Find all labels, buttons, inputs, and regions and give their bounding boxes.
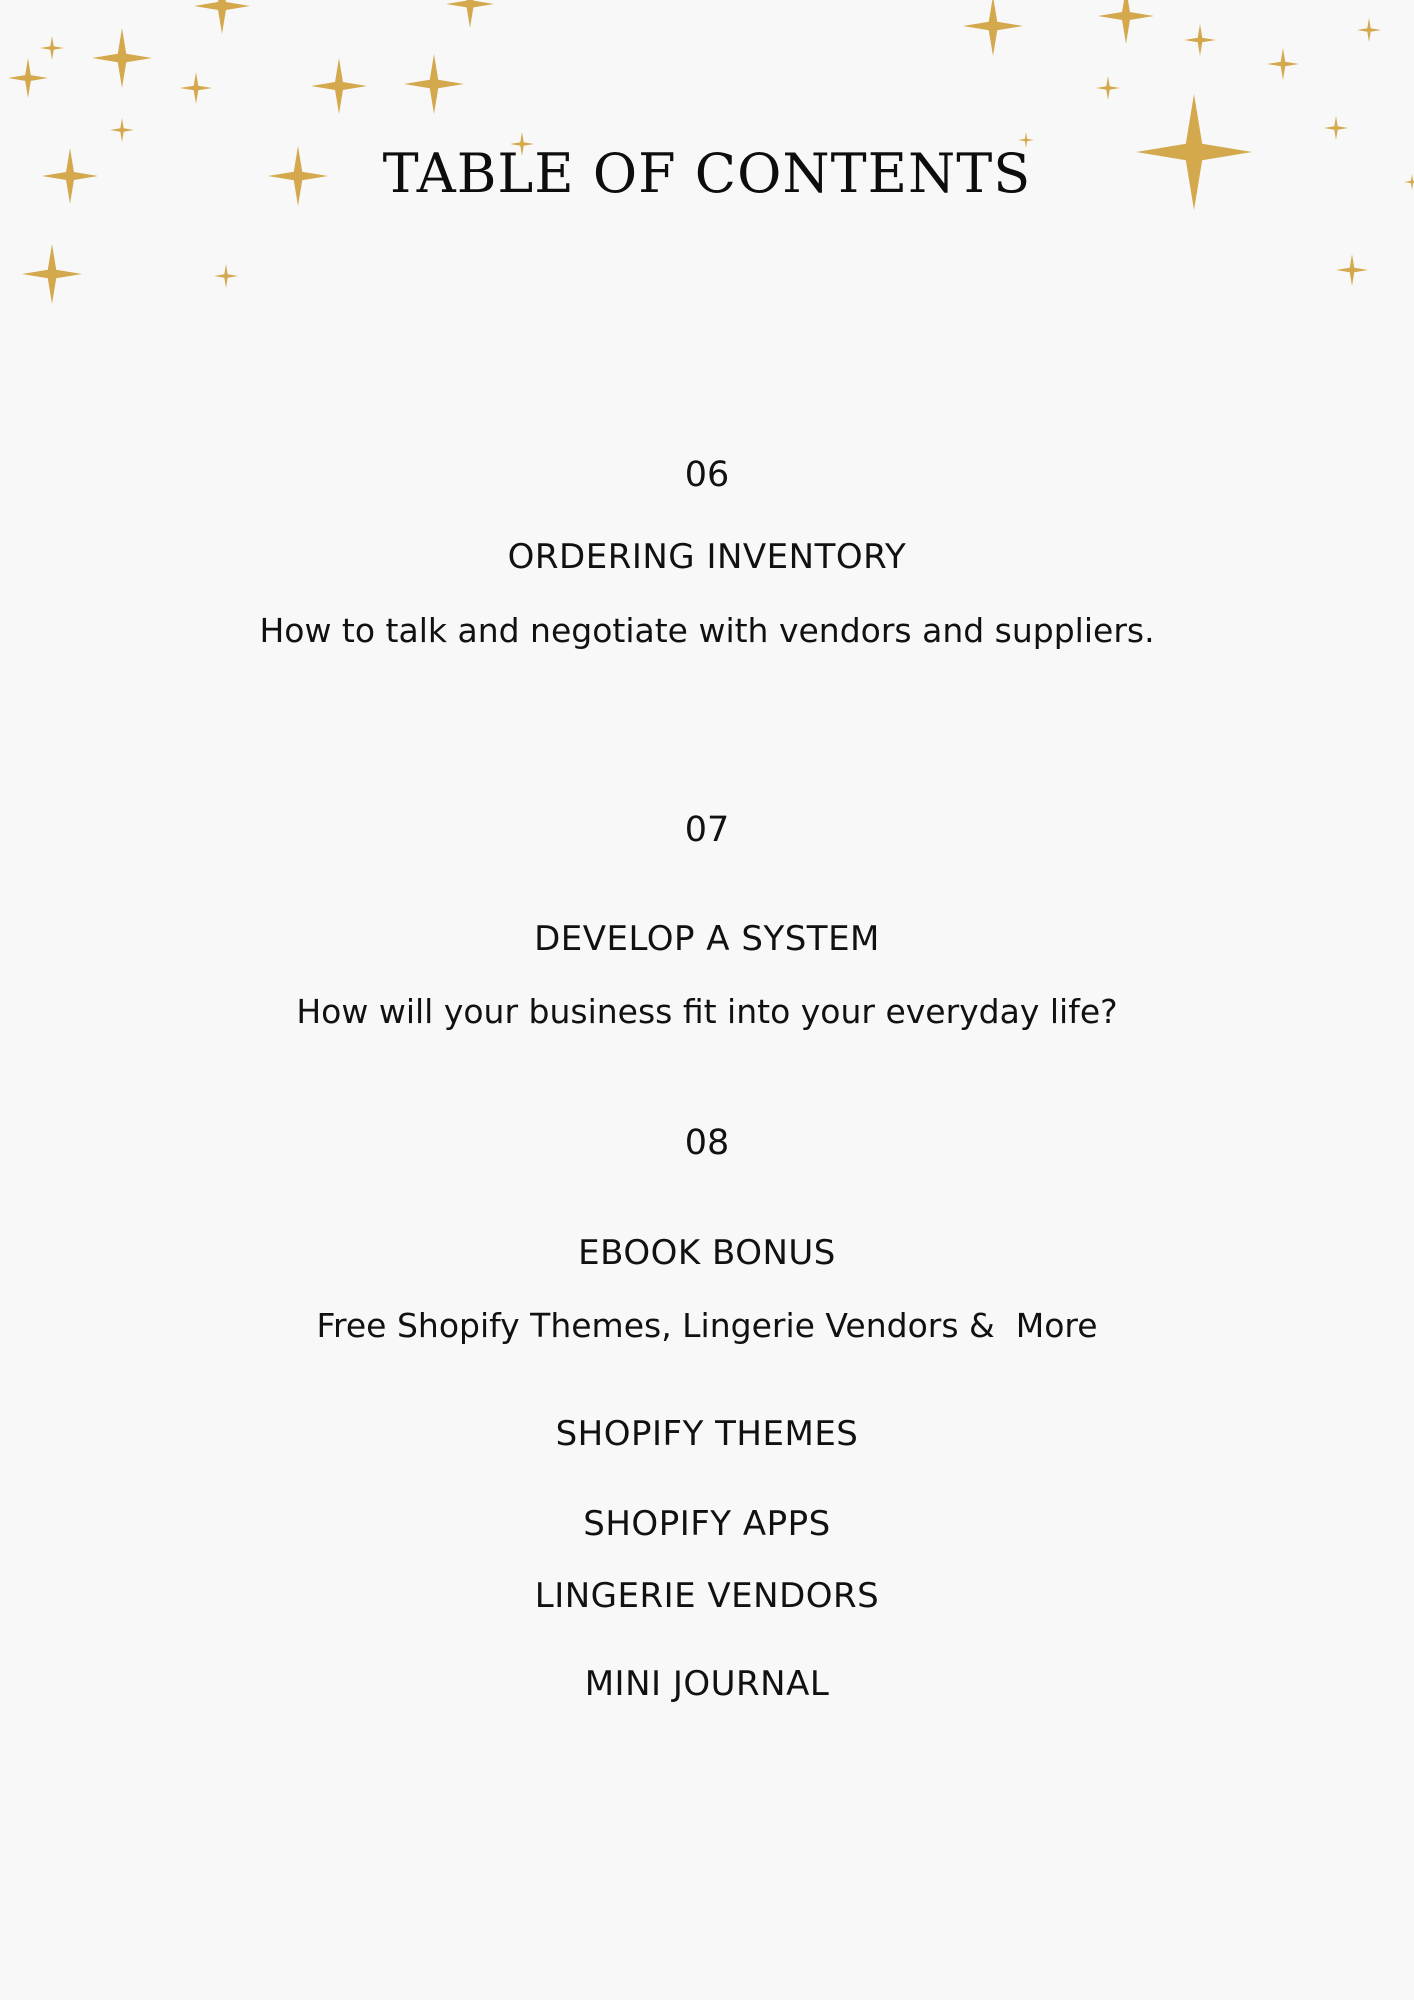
sparkle-star-icon [1336, 254, 1368, 286]
section-description: Free Shopify Themes, Lingerie Vendors & More [316, 1306, 1098, 1345]
section-number: 06 [684, 455, 730, 495]
sparkle-star-icon [1098, 0, 1154, 44]
sparkle-star-icon [22, 244, 82, 304]
bonus-item-shopify-themes: SHOPIFY THEMES [555, 1414, 859, 1454]
sparkle-star-icon [1324, 116, 1348, 140]
section-number: 08 [684, 1123, 730, 1163]
sparkle-star-icon [214, 264, 238, 288]
sparkle-star-icon [1267, 48, 1299, 80]
sparkle-star-icon [1096, 76, 1120, 100]
sparkle-star-icon [404, 54, 464, 114]
page-title: TABLE OF CONTENTS [382, 142, 1032, 205]
sparkle-star-icon [963, 0, 1023, 56]
sparkle-star-icon [92, 28, 152, 88]
bonus-item-mini-journal: MINI JOURNAL [584, 1664, 830, 1704]
section-heading: EBOOK BONUS [578, 1233, 836, 1273]
sparkle-star-icon [1357, 18, 1381, 42]
section-description: How to talk and negotiate with vendors and suppliers. [259, 611, 1155, 650]
sparkle-star-icon [194, 0, 250, 34]
sparkle-star-icon [180, 72, 212, 104]
bonus-item-lingerie-vendors: LINGERIE VENDORS [534, 1576, 880, 1616]
section-description: How will your business fit into your everyday life? [296, 992, 1118, 1031]
section-heading: DEVELOP A SYSTEM [534, 919, 880, 959]
sparkle-star-icon [8, 58, 48, 98]
section-number: 07 [684, 810, 730, 850]
sparkle-star-icon [1184, 24, 1216, 56]
sparkle-star-icon [311, 58, 367, 114]
sparkle-star-icon [40, 36, 64, 60]
section-heading: ORDERING INVENTORY [507, 537, 907, 577]
sparkle-star-icon [446, 0, 494, 28]
bonus-item-shopify-apps: SHOPIFY APPS [583, 1504, 831, 1544]
sparkle-star-icon [110, 118, 134, 142]
